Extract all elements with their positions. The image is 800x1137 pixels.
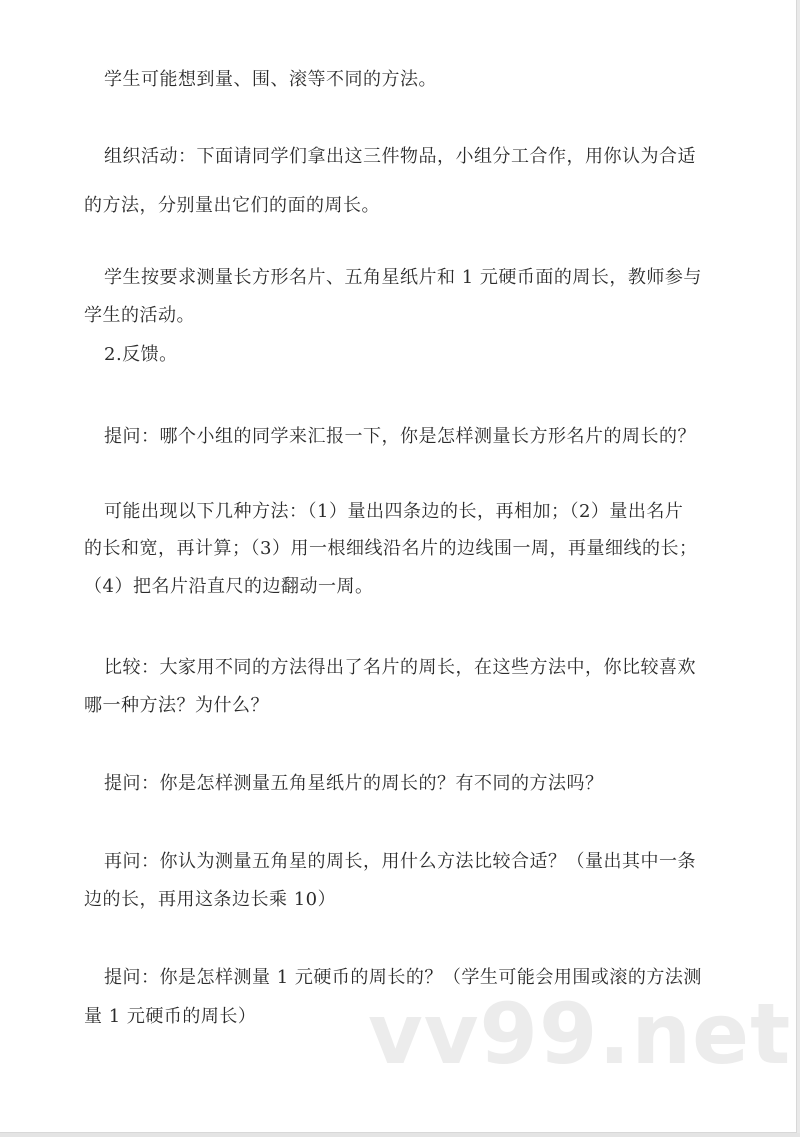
- paragraph-line: 组织活动：下面请同学们拿出这三件物品，小组分工合作，用你认为合适: [104, 146, 696, 167]
- paragraph-line: 可能出现以下几种方法：（1）量出四条边的长，再相加；（2）量出名片: [104, 501, 684, 522]
- paragraph-line: （4）把名片沿直尺的边翻动一周。: [84, 576, 374, 597]
- paragraph-line: 的方法，分别量出它们的面的周长。: [84, 195, 380, 216]
- paragraph-line: 提问：哪个小组的同学来汇报一下，你是怎样测量长方形名片的周长的？: [104, 426, 696, 447]
- watermark-text: vv99.net: [368, 985, 792, 1083]
- paragraph-line: 的长和宽，再计算；（3）用一根细线沿名片的边线围一周，再量细线的长；: [84, 538, 698, 559]
- paragraph-line: 学生按要求测量长方形名片、五角星纸片和 1 元硬币面的周长，教师参与: [104, 267, 702, 288]
- page-bottom-edge: [0, 1133, 800, 1137]
- paragraph-line: 比较：大家用不同的方法得出了名片的周长，在这些方法中，你比较喜欢: [104, 657, 696, 678]
- paragraph-line: 学生的活动。: [84, 305, 195, 326]
- paragraph-line: 边的长，再用这条边长乘 10）: [84, 889, 337, 910]
- paragraph-line: 提问：你是怎样测量 1 元硬币的周长的？（学生可能会用围或滚的方法测: [104, 967, 702, 988]
- paragraph-line: 提问：你是怎样测量五角星纸片的周长的？有不同的方法吗？: [104, 773, 604, 794]
- paragraph-line: 学生可能想到量、围、滚等不同的方法。: [104, 69, 437, 90]
- paragraph-line: 再问：你认为测量五角星的周长，用什么方法比较合适？（量出其中一条: [104, 851, 696, 872]
- section-heading: 2.反馈。: [104, 344, 178, 365]
- paragraph-line: 量 1 元硬币的周长）: [84, 1006, 257, 1027]
- paragraph-line: 哪一种方法？为什么？: [84, 695, 269, 716]
